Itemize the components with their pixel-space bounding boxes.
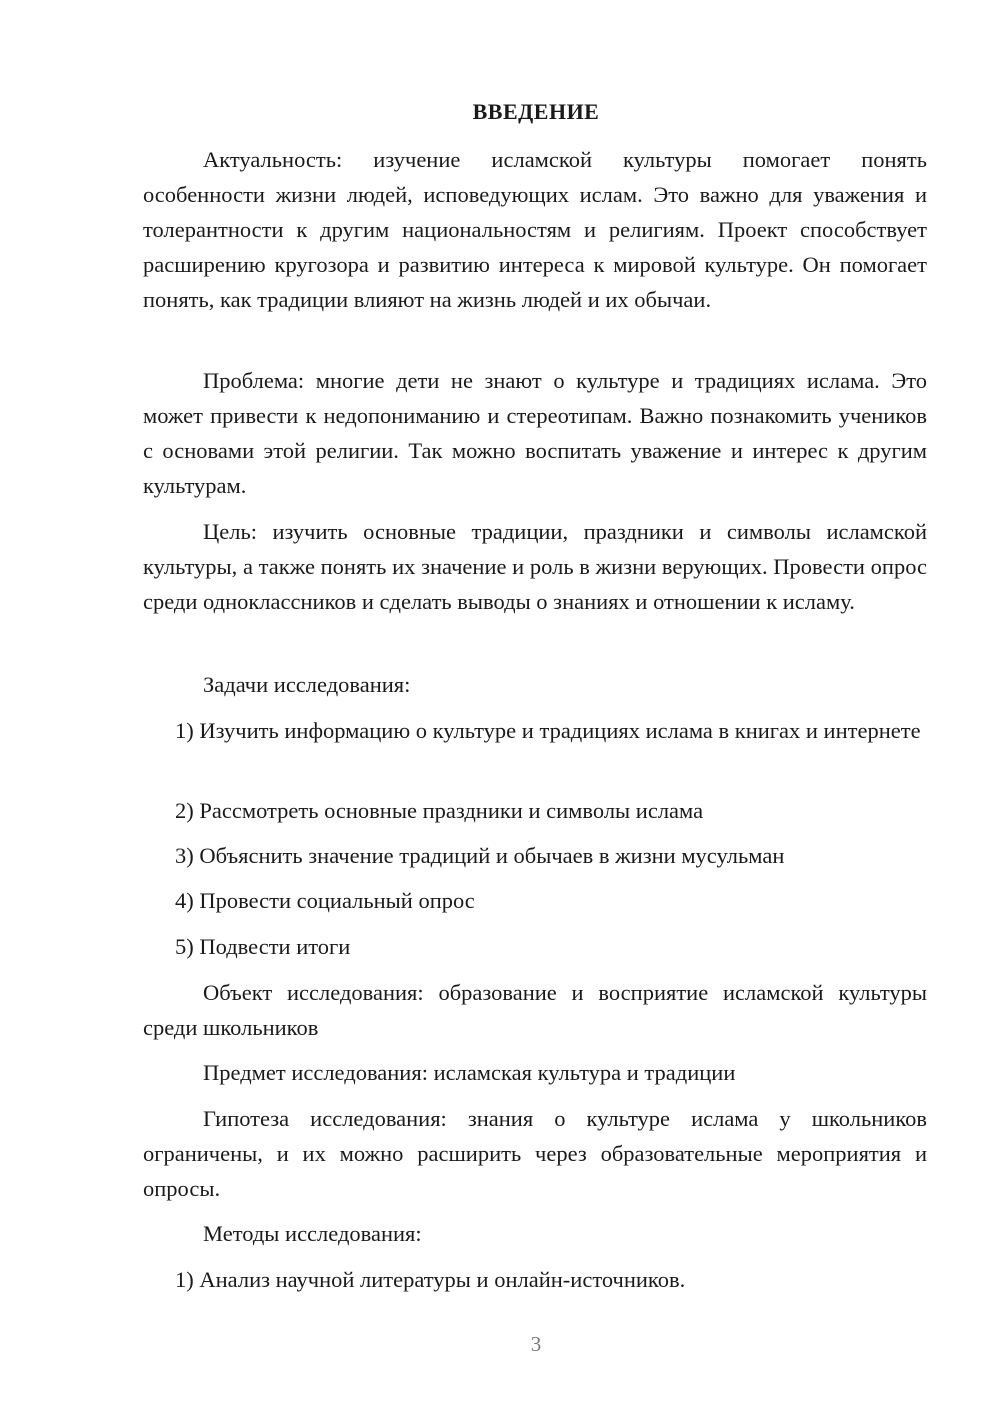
object-paragraph: Объект исследования: образование и восприятие исламской культуры среди школьников <box>143 980 927 1040</box>
subject-paragraph: Предмет исследования: исламская культура и традиции <box>203 1060 736 1085</box>
list-item: 2) Рассмотреть основные праздники и символы ислама <box>175 798 704 823</box>
tasks-heading: Задачи исследования: <box>203 672 411 697</box>
methods-heading: Методы исследования: <box>203 1221 422 1246</box>
page-title: ВВЕДЕНИЕ <box>472 99 600 124</box>
goal-paragraph: Цель: изучить основные традиции, праздники и символы исламской культуры, а также понять их значение и роль в жизни верующих. Провести опрос среди одноклассников и сделать выводы о знаниях и отношении к исламу. <box>143 519 927 614</box>
list-item: 4) Провести социальный опрос <box>175 888 475 913</box>
list-item: 1) Анализ научной литературы и онлайн-источников. <box>175 1267 686 1292</box>
list-item: 3) Объяснить значение традиций и обычаев в жизни мусульман <box>175 843 785 868</box>
relevance-paragraph: Актуальность: изучение исламской культуры помогает понять особенности жизни людей, исповедующих ислам. Это важно для уважения и толерантности к другим национальностям и религиям. Проект способствует расширению кругозора и развитию интереса к мировой культуре. Он помогает понять, как традиции влияют на жизнь людей и их обычаи. <box>143 147 927 312</box>
list-item: 5) Подвести итоги <box>175 934 351 959</box>
hypothesis-paragraph: Гипотеза исследования: знания о культуре ислама у школьников ограничены, и их можно расширить через образовательные мероприятия и опросы. <box>143 1106 927 1201</box>
problem-paragraph: Проблема: многие дети не знают о культуре и традициях ислама. Это может привести к недопониманию и стереотипам. Важно познакомить учеников с основами этой религии. Так можно воспитать уважение и интерес к другим культурам. <box>143 368 927 498</box>
page-number: 3 <box>530 1332 542 1356</box>
list-item: 1) Изучить информацию о культуре и традициях ислама в книгах и интернете <box>175 718 921 743</box>
